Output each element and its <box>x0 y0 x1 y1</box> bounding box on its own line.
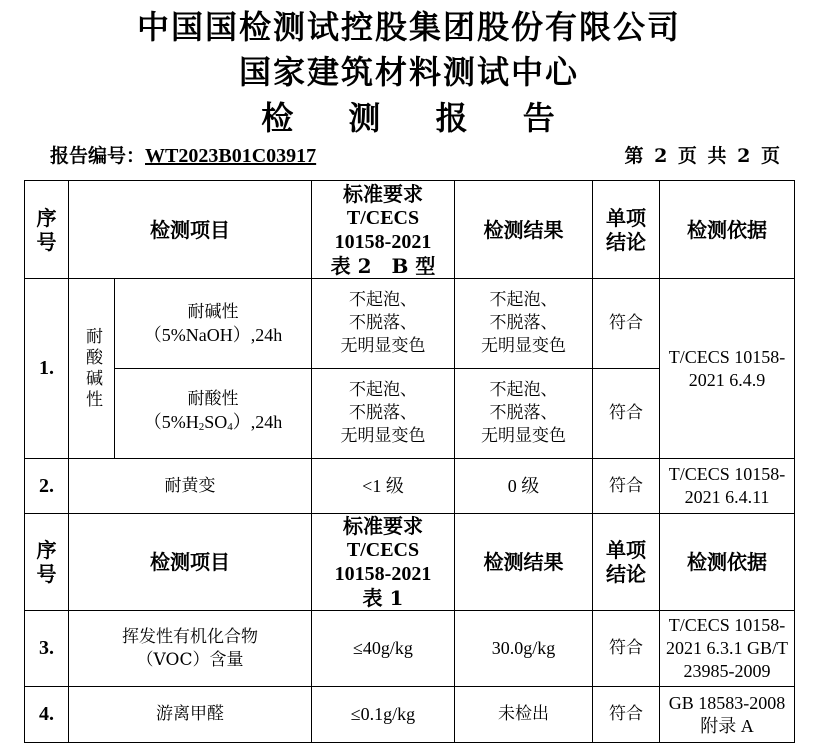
basis-row4: GB 18583-2008 附录 A <box>660 687 795 743</box>
item-acid-resistance: 耐酸性 $(5\%H_2SO_4),24h$ <box>115 369 312 459</box>
table-row <box>25 459 795 514</box>
report-number-line <box>50 141 316 168</box>
conclusion-acid: 符合 <box>593 369 660 459</box>
row-number: 2. <box>25 459 69 514</box>
header-seq: 序号 <box>25 514 69 611</box>
row-number: 1. <box>25 279 69 459</box>
header-standard: 标准要求 T/CECS 10158-2021 表 1 <box>312 514 455 611</box>
table2-header-row <box>25 514 795 611</box>
header-result: 检测结果 <box>455 181 593 279</box>
document-title: 检 测 报 告 <box>261 99 577 137</box>
item-alkali-resistance: 耐碱性 （5%NaOH）,24h <box>115 279 312 369</box>
item-formaldehyde: 游离甲醛 <box>69 687 312 743</box>
std-voc: ≤40g/kg <box>312 611 455 687</box>
basis-row1: T/CECS 10158- 2021 6.4.9 <box>660 279 795 459</box>
basis-row2: T/CECS 10158- 2021 6.4.11 <box>660 459 795 514</box>
header-seq: 序号 <box>25 181 69 279</box>
header-item: 检测项目 <box>69 514 312 611</box>
company-name: 中国国检测试控股集团股份有限公司 <box>136 8 681 46</box>
results-table <box>24 180 795 743</box>
std-yellowing: <1 级 <box>312 459 455 514</box>
table1-header-row <box>25 181 795 279</box>
table-row <box>25 611 795 687</box>
result-formaldehyde: 未检出 <box>455 687 593 743</box>
item-yellowing: 耐黄变 <box>69 459 312 514</box>
table-row <box>25 687 795 743</box>
header-conclusion: 单项结论 <box>593 181 660 279</box>
result-acid: 不起泡、 不脱落、 无明显变色 <box>455 369 593 459</box>
header-result: 检测结果 <box>455 514 593 611</box>
result-alkali: 不起泡、 不脱落、 无明显变色 <box>455 279 593 369</box>
std-formaldehyde: ≤0.1g/kg <box>312 687 455 743</box>
conclusion-alkali: 符合 <box>593 279 660 369</box>
conclusion-voc: 符合 <box>593 611 660 687</box>
item-voc: 挥发性有机化合物 （VOC）含量 <box>69 611 312 687</box>
header-item: 检测项目 <box>69 181 312 279</box>
row-number: 4. <box>25 687 69 743</box>
basis-row3: T/CECS 10158- 2021 6.3.1 GB/T 23985-2009 <box>660 611 795 687</box>
conclusion-yellowing: 符合 <box>593 459 660 514</box>
table-row <box>25 279 795 369</box>
header-basis: 检测依据 <box>660 514 795 611</box>
row-number: 3. <box>25 611 69 687</box>
result-voc: 30.0g/kg <box>455 611 593 687</box>
page-info: 第 2 页 共 2 页 <box>624 145 780 167</box>
result-yellowing: 0 级 <box>455 459 593 514</box>
conclusion-formaldehyde: 符合 <box>593 687 660 743</box>
header-standard: 标准要求 T/CECS 10158-2021 表 2 B 型 <box>312 181 455 279</box>
report-number: WT2023B01C03917 <box>145 145 317 167</box>
std-acid: 不起泡、 不脱落、 无明显变色 <box>312 369 455 459</box>
category-acid-alkali: 耐酸碱性 <box>69 279 115 459</box>
report-number-label: 报告编号： <box>50 145 146 167</box>
header-basis: 检测依据 <box>660 181 795 279</box>
std-alkali: 不起泡、 不脱落、 无明显变色 <box>312 279 455 369</box>
center-name: 国家建筑材料测试中心 <box>238 53 579 91</box>
header-conclusion: 单项结论 <box>593 514 660 611</box>
